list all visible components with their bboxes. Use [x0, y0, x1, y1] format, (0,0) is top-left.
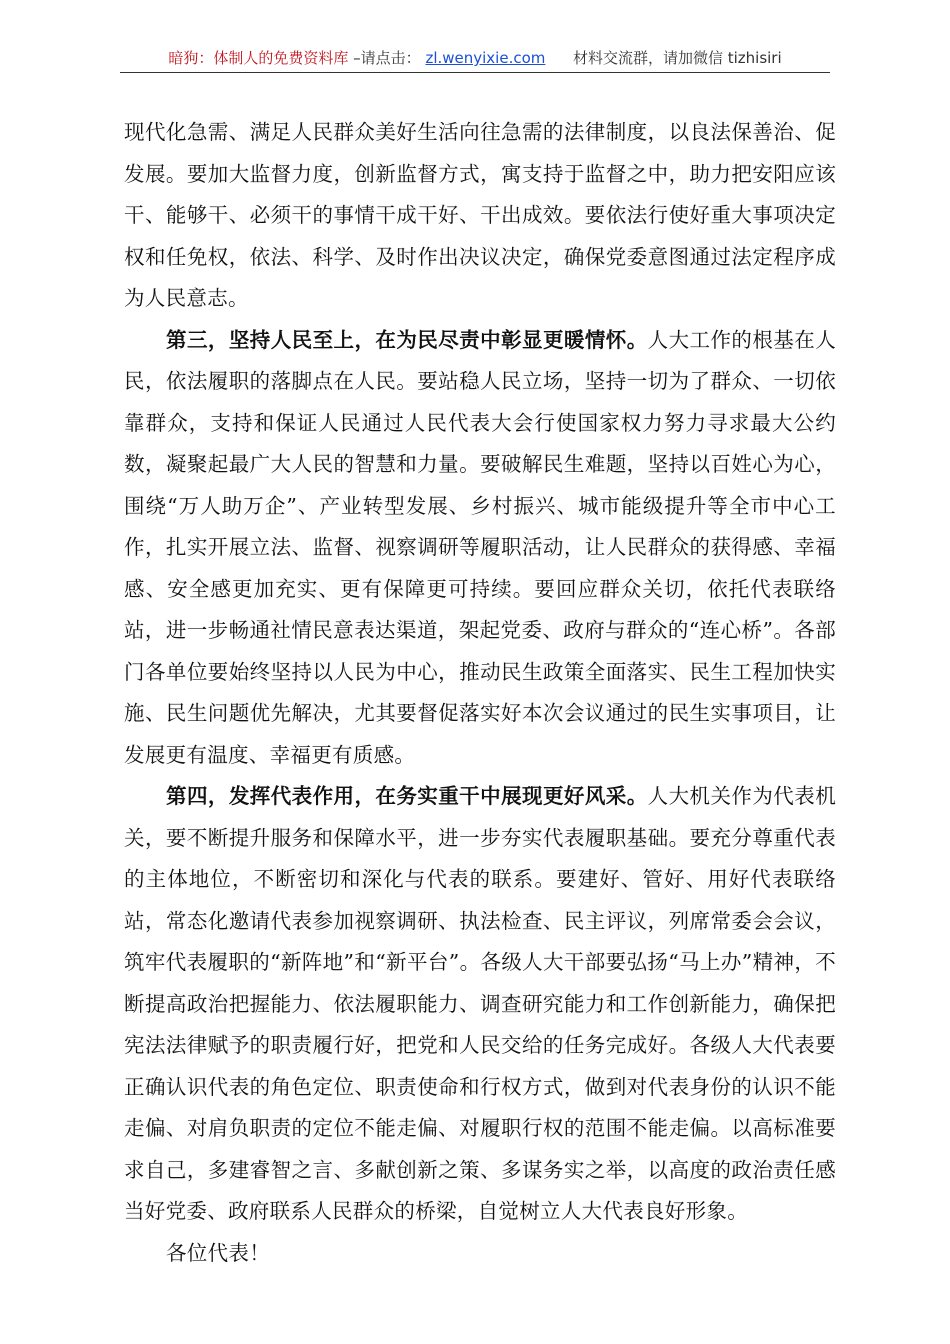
- paragraph-fourth-point: [124, 776, 836, 1233]
- paragraph-salutation: [124, 1233, 836, 1275]
- header-link[interactable]: zl.wenyixie.com: [425, 49, 546, 67]
- paragraph-text: 现代化急需、满足人民群众美好生活向往急需的法律制度，以良法保善治、促发展。要加大监督力度，创新监督方式，寓支持于监督之中，助力把安阳应该干、能够干、必须干的事情干成干好、干出成效。要依法行使好重大事项决定权和任免权，依法、科学、及时作出决议决定，确保党委意图通过法定程序成为人民意志。: [124, 120, 836, 310]
- paragraph-continuation: [124, 112, 836, 320]
- paragraph-text: 人大机关作为代表机关，要不断提升服务和保障水平，进一步夯实代表履职基础。要充分尊重代表的主体地位，不断密切和深化与代表的联系。要建好、管好、用好代表联络站，常态化邀请代表参加视察调研、执法检查、民主评议，列席常委会会议，筑牢代表履职的“新阵地”和“新平台”。各级人大干部要弘扬“马上办”精神，不断提高政治把握能力、依法履职能力、调查研究能力和工作创新能力，确保把宪法法律赋予的职责履行好，把党和人民交给的任务完成好。各级人大代表要正确认识代表的角色定位、职责使命和行权方式，做到对代表身份的认识不能走偏、对肩负职责的定位不能走偏、对履职行权的范围不能走偏。以高标准要求自己，多建睿智之言、多献创新之策、多谋务实之举，以高度的政治责任感当好党委、政府联系人民群众的桥梁，自觉树立人大代表良好形象。: [124, 784, 836, 1223]
- header-brand: 暗狗：体制人的免费资料库: [168, 49, 349, 67]
- paragraph-heading: 第三，坚持人民至上，在为民尽责中彰显更暖情怀。: [166, 327, 648, 352]
- document-body: [124, 112, 836, 1274]
- paragraph-third-point: [124, 320, 836, 777]
- paragraph-text: 各位代表！: [166, 1240, 270, 1265]
- header-contact: 材料交流群，请加微信 tizhisiri: [572, 49, 782, 67]
- paragraph-heading: 第四，发挥代表作用，在务实重干中展现更好风采。: [166, 784, 648, 808]
- header-prompt: –请点击：: [353, 49, 421, 67]
- paragraph-text: 人大工作的根基在人民，依法履职的落脚点在人民。要站稳人民立场，坚持一切为了群众、一切依靠群众，支持和保证人民通过人民代表大会行使国家权力努力寻求最大公约数，凝聚起最广大人民的智慧和力量。要破解民生难题，坚持以百姓心为心，围绕“万人助万企”、产业转型发展、乡村振兴、城市能级提升等全市中心工作，扎实开展立法、监督、视察调研等履职活动，让人民群众的获得感、幸福感、安全感更加充实、更有保障更可持续。要回应群众关切，依托代表联络站，进一步畅通社情民意表达渠道，架起党委、政府与群众的“连心桥”。各部门各单位要始终坚持以人民为中心，推动民生政策全面落实、民生工程加快实施、民生问题优先解决，尤其要督促落实好本次会议通过的民生实事项目，让发展更有温度、幸福更有质感。: [124, 327, 836, 767]
- page-header: [120, 44, 830, 73]
